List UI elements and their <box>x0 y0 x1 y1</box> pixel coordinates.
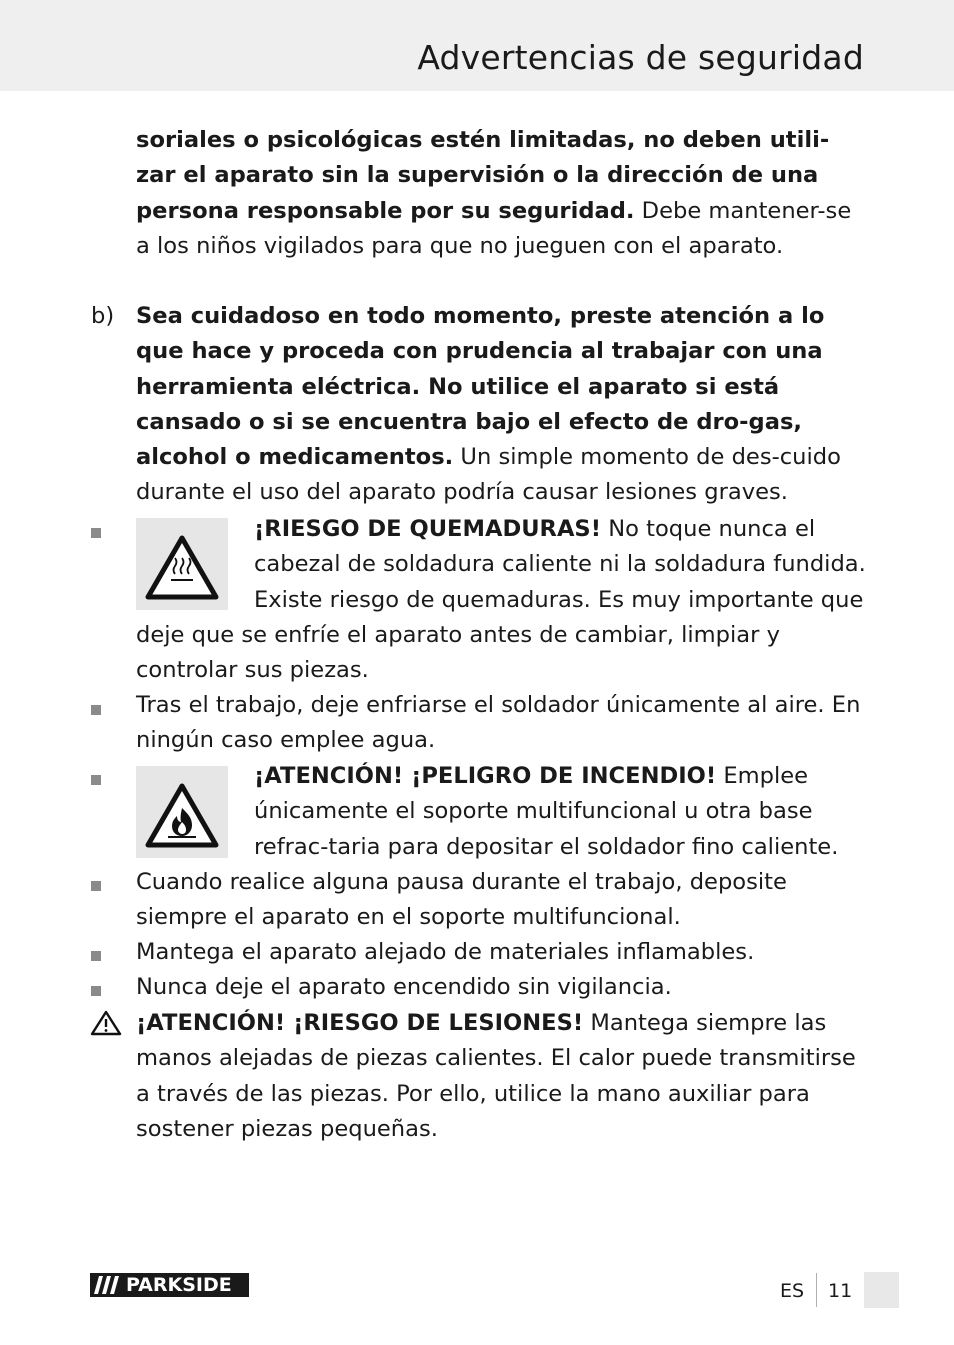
paragraph-injury-risk-text: Mantega siempre las manos alejadas de piezas calientes. El calor puede transmitirse a través de las piezas. Por ello, utilice la mano auxiliar para sostener piezas pequeñas. <box>136 1010 856 1142</box>
bullet-square <box>91 528 101 538</box>
page-title: Advertencias de seguridad <box>417 38 864 77</box>
paragraph-burn-risk-bold: ¡RIESGO DE QUEMADURAS! <box>254 516 602 542</box>
paragraph-burn-risk-text-2: deje que se enfríe el aparato antes de cambiar, limpiar y controlar sus piezas. <box>136 622 780 684</box>
paragraph-injury-risk <box>136 1006 866 1147</box>
fire-hazard-icon <box>136 766 228 858</box>
language-code: ES <box>780 1280 805 1302</box>
paragraph-fire-risk-bold: ¡ATENCIÓN! ¡PELIGRO DE INCENDIO! <box>254 763 717 789</box>
page-header <box>0 0 954 91</box>
paragraph-supervision-text: Debe mantener-se a los niños vigilados para que no jueguen con el aparato. <box>136 197 852 259</box>
paragraph-burn-risk-text: No toque nunca el cabezal de soldadura caliente ni la soldadura fundida. Existe riesgo de quemaduras. Es muy importante que <box>254 516 866 613</box>
paragraph-injury-risk-bold: ¡ATENCIÓN! ¡RIESGO DE LESIONES! <box>136 1010 584 1036</box>
paragraph-unattended: Nunca deje el aparato encendido sin vigilancia. <box>136 974 672 1000</box>
footer-divider <box>816 1273 817 1307</box>
paragraph-supervision <box>136 123 866 264</box>
warning-triangle-icon <box>90 1010 122 1036</box>
page-tab-marker <box>864 1272 899 1308</box>
paragraph-fire-risk <box>254 759 866 865</box>
parkside-logo <box>90 1273 249 1297</box>
bullet-square <box>91 951 101 961</box>
paragraph-careful-text: Un simple momento de des-cuido durante el uso del aparato podría causar lesiones graves. <box>136 444 841 506</box>
paragraph-flammable: Mantega el aparato alejado de materiales inflamables. <box>136 939 755 965</box>
paragraph-burn-risk-continued <box>136 618 866 689</box>
item-marker-b: b) <box>91 303 115 329</box>
bullet-square <box>91 705 101 715</box>
paragraph-cool-down: Tras el trabajo, deje enfriarse el soldador únicamente al aire. En ningún caso emplee agua. <box>136 692 861 754</box>
bullet-square <box>91 881 101 891</box>
paragraph-burn-risk <box>254 512 866 618</box>
bullet-square <box>91 775 101 785</box>
bullet-square <box>91 986 101 996</box>
hot-surface-icon <box>136 518 228 610</box>
paragraph-pause: Cuando realice alguna pausa durante el trabajo, deposite siempre el aparato en el soporte multifuncional. <box>136 869 787 931</box>
paragraph-careful <box>136 299 866 511</box>
page-number: 11 <box>828 1280 853 1302</box>
paragraph-fire-risk-text: Emplee únicamente el soporte multifuncional u otra base refrac-taria para depositar el soldador fino caliente. <box>254 763 839 860</box>
paragraph-supervision-bold: soriales o psicológicas estén limitadas, no deben utili-zar el aparato sin la supervisión o la dirección de una persona responsable por su seguridad. <box>136 127 830 224</box>
brand-name: PARKSIDE <box>126 1274 232 1296</box>
paragraph-careful-bold: Sea cuidadoso en todo momento, preste atención a lo que hace y proceda con prudencia al trabajar con una herramienta eléctrica. No utilice el aparato si está cansado o si se encuentra bajo el efecto de dro-gas, alcohol o medicamentos. <box>136 303 825 471</box>
logo-stripes-icon <box>94 1276 122 1294</box>
